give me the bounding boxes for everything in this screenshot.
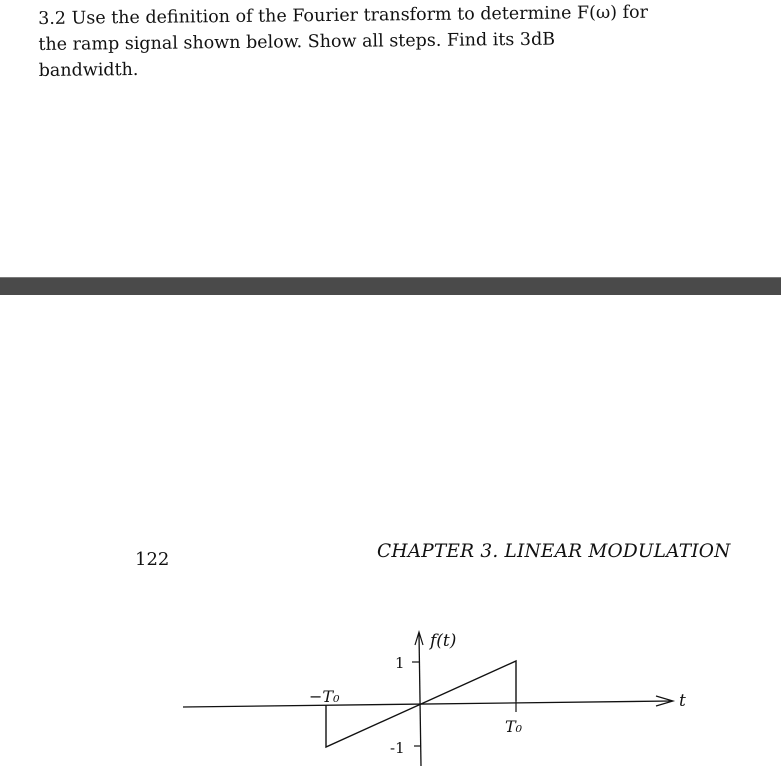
x-tick-label-neg-t0: −T₀ — [309, 687, 340, 706]
y-tick-label-1: 1 — [395, 654, 405, 672]
y-axis-label: f(t) — [430, 631, 457, 651]
problem-text-line-1: Use the definition of the Fourier transform to determine F(ω) for — [71, 2, 649, 29]
y-tick-label-neg-1: -1 — [390, 739, 405, 757]
chapter-heading: CHAPTER 3. LINEAR MODULATION — [377, 541, 731, 562]
x-tick-label-t0: T₀ — [505, 717, 523, 736]
ramp-signal-figure — [0, 620, 781, 784]
problem-text-line-2: the ramp signal shown below. Show all steps. Find its 3dB bandwidth. — [38, 29, 556, 81]
problem-statement — [38, 0, 649, 84]
problem-number: 3.2 — [38, 8, 67, 29]
page-number: 122 — [135, 549, 170, 570]
page-divider — [0, 278, 781, 295]
t-axis — [183, 701, 672, 707]
x-axis-label: t — [679, 691, 686, 711]
